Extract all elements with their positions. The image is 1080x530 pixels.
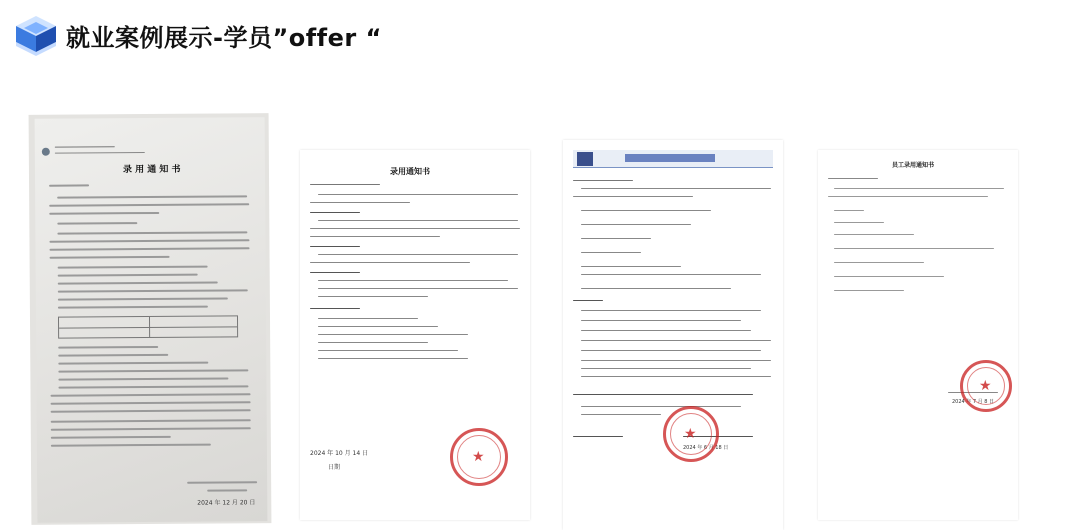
doc1-title: 录 用 通 知 书 <box>122 164 181 176</box>
bank-info-table <box>58 315 238 338</box>
doc2-date: 2024 年 10 月 14 日 <box>310 450 369 457</box>
doc1-date: 2024 年 12 月 20 日 <box>197 499 256 507</box>
offer-letter-photo-1 <box>29 113 272 525</box>
doc3-date: 2024 年 6 月 18 日 <box>683 445 729 451</box>
doc2-title: 录用通知书 <box>390 167 430 176</box>
offer-letter-4 <box>818 150 1018 520</box>
doc2-date-label: 日期 <box>328 464 341 471</box>
red-seal-icon: ★ <box>450 428 508 486</box>
offer-letter-2 <box>300 150 530 520</box>
paper-sheet <box>35 117 268 523</box>
company-logo-icon <box>577 152 593 166</box>
page-title: 就业案例展示-学员”offer “ <box>66 24 382 52</box>
isometric-cube-icon <box>10 12 62 56</box>
company-logo-icon <box>41 147 51 157</box>
company-header-bar <box>573 150 773 168</box>
red-seal-icon: ★ <box>960 360 1012 412</box>
red-seal-icon: ★ <box>663 406 719 462</box>
offer-letter-3 <box>563 140 783 530</box>
doc4-title: 员工录用通知书 <box>892 162 935 169</box>
doc4-date: 2024 年 7 月 8 日 <box>952 399 995 405</box>
slide-header <box>0 0 1080 80</box>
